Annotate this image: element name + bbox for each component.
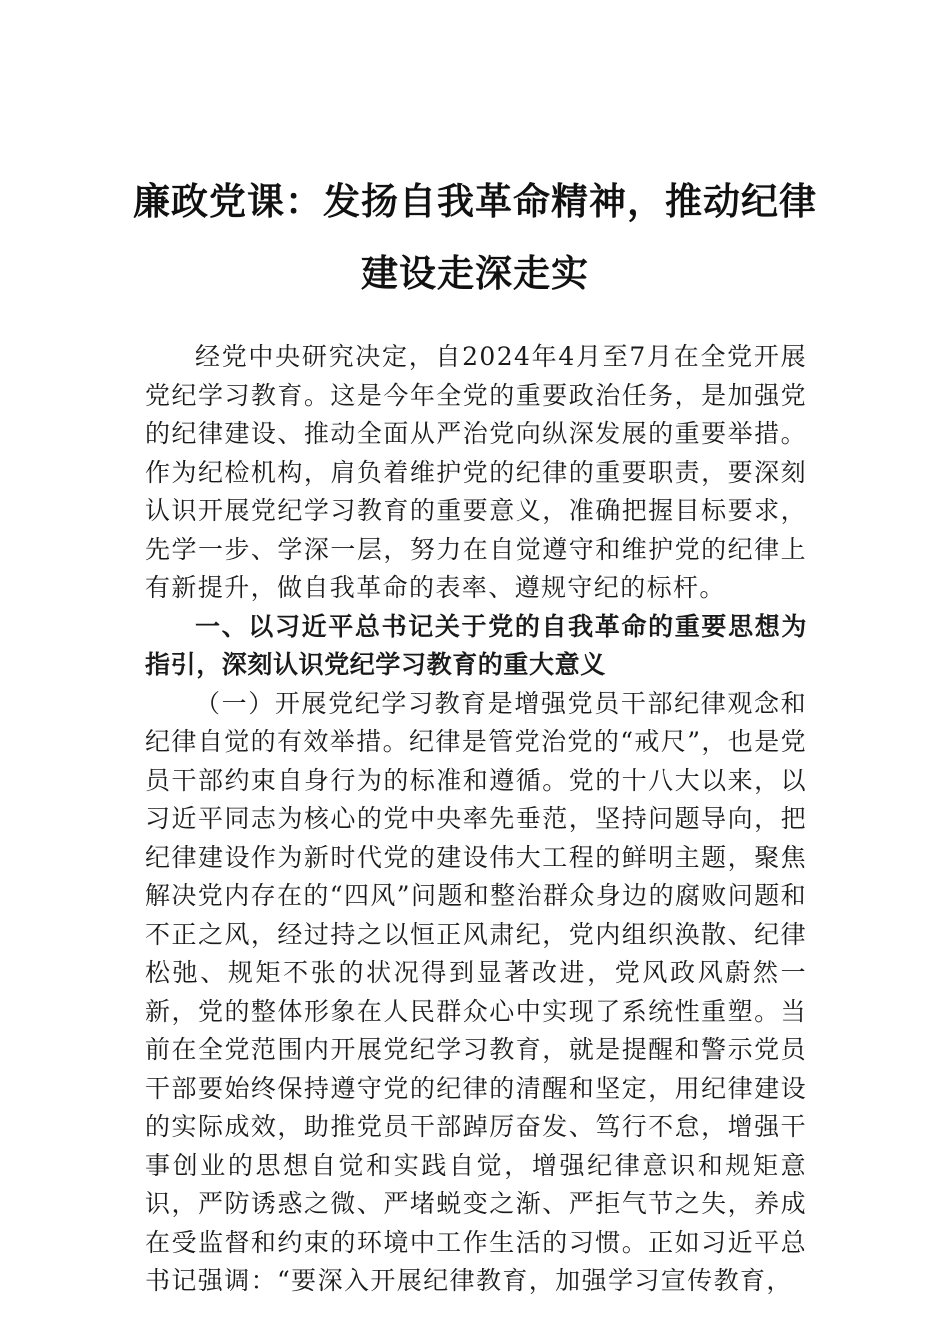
document-body bbox=[145, 338, 807, 1301]
intro-paragraph: 经党中央研究决定，自2024年4月至7月在全党开展党纪学习教育。这是今年全党的重要政治任务，是加强党的纪律建设、推动全面从严治党向纵深发展的重要举措。作为纪检机构，肩负着维护党的纪律的重要职责，要深刻认识开展党纪学习教育的重要意义，准确把握目标要求，先学一步、学深一层，努力在自觉遵守和维护党的纪律上有新提升，做自我革命的表率、遵规守纪的标杆。 bbox=[145, 342, 807, 602]
section-heading-one: 一、以习近平总书记关于党的自我革命的重要思想为指引，深刻认识党纪学习教育的重大意义 bbox=[145, 611, 807, 679]
subsection-paragraph-one: （一）开展党纪学习教育是增强党员干部纪律观念和纪律自觉的有效举措。纪律是管党治党的“戒尺”，也是党员干部约束自身行为的标准和遵循。党的十八大以来，以习近平同志为核心的党中央率先垂范，坚持问题导向，把纪律建设作为新时代党的建设伟大工程的鲜明主题，聚焦解决党内存在的“四风”问题和整治群众身边的腐败问题和不正之风，经过持之以恒正风肃纪，党内组织涣散、纪律松弛、规矩不张的状况得到显著改进，党风政风蔚然一新，党的整体形象在人民群众心中实现了系统性重塑。当前在全党范围内开展党纪学习教育，就是提醒和警示党员干部要始终保持遵守党的纪律的清醒和坚定，用纪律建设的实际成效，助推党员干部踔厉奋发、笃行不怠，增强干事创业的思想自觉和实践自觉，增强纪律意识和规矩意识，严防诱惑之微、严堵蜕变之渐、严拒气节之失，养成在受监督和约束的环境中工作生活的习惯。正如习近平总书记强调：“要深入开展纪律教育，加强学习宣传教育， bbox=[145, 688, 807, 1295]
document-title: 廉政党课：发扬自我革命精神，推动纪律建设走深走实 bbox=[133, 179, 817, 295]
